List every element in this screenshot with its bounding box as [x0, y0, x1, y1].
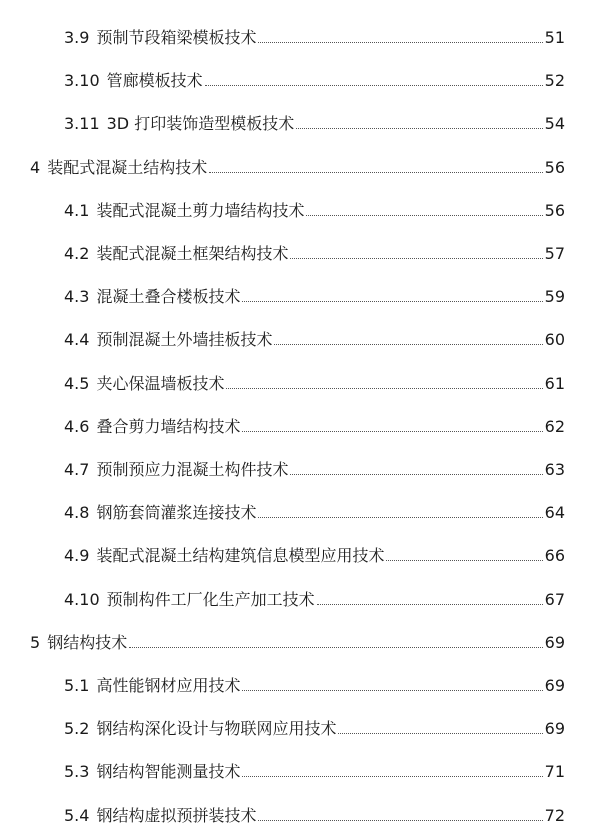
toc-entry-page: 71 [544, 762, 565, 782]
toc-entry-page: 69 [544, 632, 565, 652]
dot-leader [258, 516, 542, 518]
toc-entry-page: 52 [544, 71, 565, 91]
toc-entry-number: 5.1 [64, 676, 90, 695]
toc-entry-number: 4.2 [64, 244, 90, 263]
toc-entry[interactable] [64, 586, 565, 610]
toc-entry-page: 61 [544, 373, 565, 393]
dot-leader [242, 689, 542, 691]
toc-entry-number: 4.8 [64, 503, 90, 523]
toc-entry-title: 钢结构虚拟预拼装技术 [96, 805, 257, 825]
toc-entry-title: 叠合剪力墙结构技术 [96, 416, 241, 436]
toc-entry-number: 3.11 [64, 114, 100, 134]
toc-entry[interactable] [64, 240, 565, 264]
toc-entry-page: 69 [544, 719, 565, 739]
dot-leader [258, 819, 542, 821]
toc-entry-number: 4.3 [64, 287, 90, 307]
dot-leader [274, 343, 542, 345]
toc-entry[interactable] [64, 370, 565, 394]
toc-entry-title: 3D 打印装饰造型模板技术 [106, 114, 295, 134]
toc-entry-title: 钢结构智能测量技术 [96, 762, 241, 782]
toc-entry-page: 51 [544, 28, 565, 47]
toc-entry-page: 60 [544, 330, 565, 350]
toc-entry-number: 3.9 [64, 28, 90, 47]
toc-entry-title: 预制节段箱梁模板技术 [96, 28, 257, 47]
dot-leader [242, 300, 542, 302]
dot-leader [205, 84, 543, 86]
dot-leader [290, 473, 542, 475]
toc-entry-page: 62 [544, 416, 565, 436]
toc-entry-page: 69 [544, 676, 565, 695]
toc-entry[interactable] [64, 110, 565, 134]
toc-entry[interactable] [64, 197, 565, 221]
toc-entry-page: 59 [544, 287, 565, 307]
toc-entry[interactable] [64, 802, 565, 826]
toc-entry[interactable] [64, 542, 565, 566]
toc-entry-page: 63 [544, 460, 565, 479]
toc-entry-number: 3.10 [64, 71, 100, 91]
toc-entry-title: 预制混凝土外墙挂板技术 [96, 330, 273, 350]
toc-entry-number: 4.6 [64, 416, 90, 436]
toc-entry-title: 混凝土叠合楼板技术 [96, 287, 241, 307]
dot-leader [296, 127, 542, 129]
dot-leader [242, 775, 542, 777]
dot-leader [258, 41, 542, 43]
toc-entry-title: 高性能钢材应用技术 [96, 676, 241, 695]
toc-entry-title: 钢筋套筒灌浆连接技术 [96, 503, 257, 523]
toc-entry-number: 4.5 [64, 373, 90, 393]
toc-entry[interactable] [64, 456, 565, 480]
toc-entry-number: 4.1 [64, 200, 90, 220]
toc-entry-title: 装配式混凝土剪力墙结构技术 [96, 200, 305, 220]
toc-entry-title: 预制构件工厂化生产加工技术 [106, 589, 315, 609]
dot-leader [226, 387, 542, 389]
toc-entry-title: 装配式混凝土结构技术 [47, 157, 208, 177]
dot-leader [317, 603, 543, 605]
toc-entry[interactable] [64, 24, 565, 48]
dot-leader [129, 646, 542, 648]
toc-entry-number: 4 [30, 157, 41, 177]
toc-entry-number: 5 [30, 632, 41, 652]
toc-entry-title: 钢结构技术 [47, 632, 128, 652]
toc-entry-number: 4.4 [64, 330, 90, 350]
toc-entry-page: 64 [544, 503, 565, 523]
toc-entry[interactable] [64, 499, 565, 523]
toc-entry-number: 5.4 [64, 805, 90, 825]
toc-entry[interactable] [64, 672, 565, 696]
dot-leader [338, 732, 542, 734]
toc-entry-page: 72 [544, 805, 565, 825]
dot-leader [242, 430, 542, 432]
toc-entry-title: 钢结构深化设计与物联网应用技术 [96, 719, 337, 739]
toc-entry-title: 装配式混凝土框架结构技术 [96, 244, 289, 263]
toc-entry-page: 56 [544, 200, 565, 220]
toc-entry[interactable] [64, 67, 565, 91]
toc-entry-page: 56 [544, 157, 565, 177]
toc-entry-page: 66 [544, 546, 565, 566]
toc-entry[interactable] [64, 283, 565, 307]
toc-entry[interactable] [30, 629, 565, 653]
toc-entry[interactable] [64, 758, 565, 782]
toc-entry[interactable] [64, 326, 565, 350]
toc-entry-page: 57 [544, 244, 565, 263]
toc-entry-page: 54 [544, 114, 565, 134]
dot-leader [386, 559, 542, 561]
toc-entry-title: 装配式混凝土结构建筑信息模型应用技术 [96, 546, 385, 566]
toc-entry-title: 夹心保温墙板技术 [96, 373, 225, 393]
toc-entry-title: 管廊模板技术 [106, 71, 203, 91]
toc-entry-number: 4.10 [64, 589, 100, 609]
toc-entry-number: 4.7 [64, 460, 90, 479]
toc-entry[interactable] [30, 154, 565, 178]
toc-entry-page: 67 [544, 589, 565, 609]
toc-entry-number: 5.3 [64, 762, 90, 782]
toc-entry[interactable] [64, 715, 565, 739]
toc-entry-number: 5.2 [64, 719, 90, 739]
toc-entry-title: 预制预应力混凝土构件技术 [96, 460, 289, 479]
dot-leader [209, 171, 542, 173]
dot-leader [290, 257, 542, 259]
dot-leader [306, 214, 542, 216]
toc-entry-number: 4.9 [64, 546, 90, 566]
toc-entry[interactable] [64, 413, 565, 437]
